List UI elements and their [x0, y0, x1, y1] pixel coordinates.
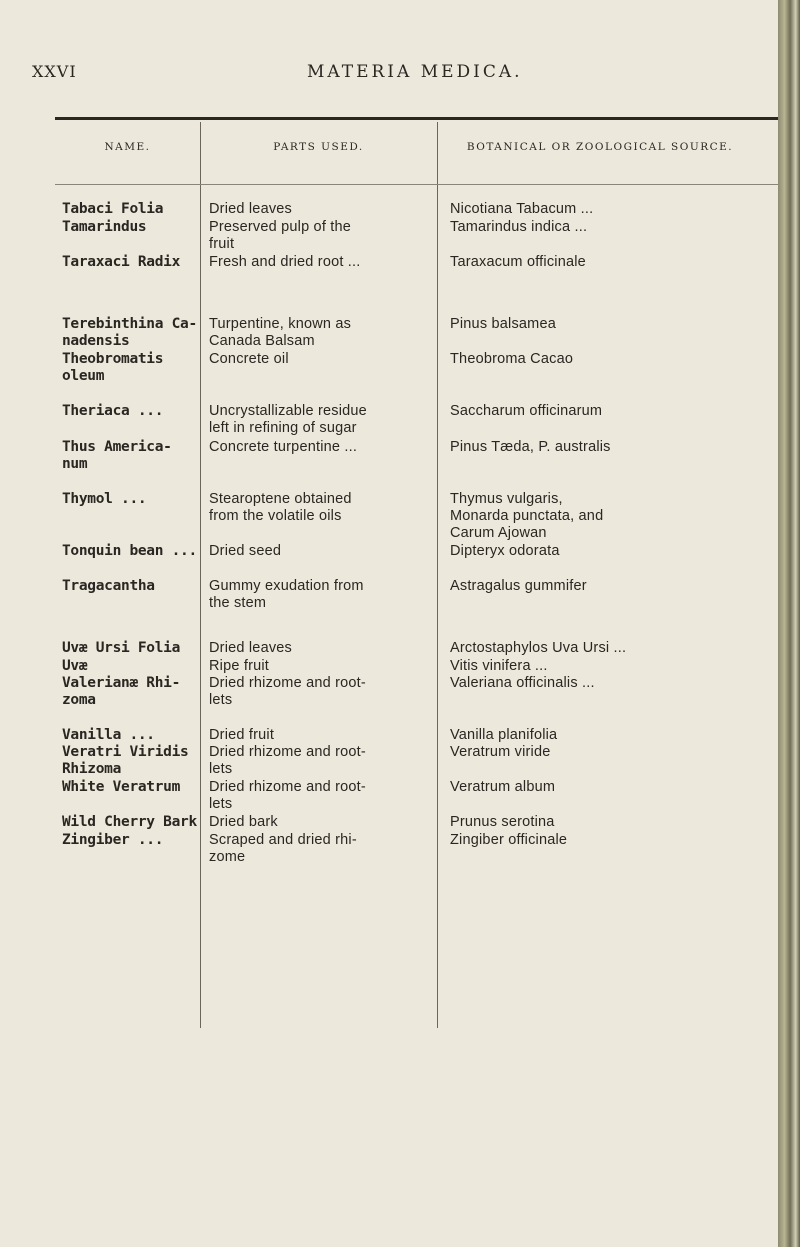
header-source-text: BOTANICAL OR ZOOLOGICAL SOURCE.	[466, 141, 734, 153]
cell-name: Tamarindus	[62, 219, 147, 235]
cell-source: Vitis vinifera ...	[450, 658, 548, 674]
cell-name: Uvæ Ursi Folia	[62, 640, 181, 656]
cell-name: Vanilla ...	[62, 727, 155, 743]
cell-source: Carum Ajowan	[450, 525, 547, 541]
cell-parts: Dried rhizome and root-	[209, 744, 366, 760]
cell-parts: Dried bark	[209, 814, 278, 830]
cell-name: Valerianæ Rhi-	[62, 675, 181, 691]
cell-name: Thus America-	[62, 439, 172, 455]
cell-source: Saccharum officinarum	[450, 403, 603, 419]
cell-source: Arctostaphylos Uva Ursi ...	[450, 640, 627, 656]
cell-source: Vanilla planifolia	[450, 727, 558, 743]
cell-parts: lets	[209, 692, 233, 708]
cell-name: Terebinthina Ca-	[62, 316, 197, 332]
page-number: XXVI	[32, 62, 77, 81]
cell-parts: Preserved pulp of the	[209, 219, 352, 235]
cell-parts: Turpentine, known as	[209, 316, 352, 332]
cell-name: Uvæ	[62, 658, 88, 674]
cell-parts: Ripe fruit	[209, 658, 270, 674]
cell-parts: Stearoptene obtained	[209, 491, 352, 507]
cell-parts: Gummy exudation from	[209, 578, 364, 594]
cell-name: zoma	[62, 692, 96, 708]
cell-source: Pinus balsamea	[450, 316, 556, 332]
cell-name: num	[62, 456, 88, 472]
cell-parts: the stem	[209, 595, 267, 611]
cell-name: Theobromatis	[62, 351, 164, 367]
cell-source: Zingiber officinale	[450, 832, 568, 848]
cell-source: Astragalus gummifer	[450, 578, 587, 594]
cell-parts: lets	[209, 761, 233, 777]
cell-parts: fruit	[209, 236, 235, 252]
cell-name: Zingiber ...	[62, 832, 164, 848]
cell-name: White Veratrum	[62, 779, 181, 795]
cell-parts: Concrete turpentine ...	[209, 439, 358, 455]
cell-parts: Dried rhizome and root-	[209, 675, 366, 691]
cell-name: Tabaci Folia	[62, 201, 164, 217]
cell-parts: Dried seed	[209, 543, 282, 559]
cell-name: Taraxaci Radix	[62, 254, 181, 270]
cell-source: Tamarindus indica ...	[450, 219, 588, 235]
cell-name: Veratri Viridis	[62, 744, 189, 760]
cell-source: Theobroma Cacao	[450, 351, 574, 367]
cell-source: Monarda punctata, and	[450, 508, 604, 524]
cell-parts: Dried fruit	[209, 727, 275, 743]
cell-source: Thymus vulgaris,	[450, 491, 563, 507]
cell-parts: left in refining of sugar	[209, 420, 357, 436]
cell-name: Tragacantha	[62, 578, 155, 594]
cell-source: Prunus serotina	[450, 814, 555, 830]
column-divider	[200, 122, 201, 1028]
cell-name: Theriaca ...	[62, 403, 164, 419]
cell-source: Nicotiana Tabacum ...	[450, 201, 594, 217]
cell-name: Rhizoma	[62, 761, 122, 777]
cell-name: nadensis	[62, 333, 130, 349]
cell-source: Valeriana officinalis ...	[450, 675, 595, 691]
cell-parts: Dried leaves	[209, 201, 292, 217]
cell-parts: Dried leaves	[209, 640, 292, 656]
header-rule	[55, 117, 778, 120]
cell-parts: zome	[209, 849, 246, 865]
cell-name: Tonquin bean ...	[62, 543, 197, 559]
cell-name: Thymol ...	[62, 491, 147, 507]
running-title: MATERIA MEDICA.	[307, 62, 523, 82]
page-edge	[778, 0, 800, 1247]
header-parts-used: PARTS USED.	[273, 141, 364, 153]
cell-parts: lets	[209, 796, 233, 812]
cell-parts: Uncrystallizable residue	[209, 403, 367, 419]
cell-name: oleum	[62, 368, 105, 384]
cell-parts: from the volatile oils	[209, 508, 342, 524]
cell-source: Veratrum album	[450, 779, 556, 795]
header-name: NAME.	[104, 141, 151, 153]
cell-source: Pinus Tæda, P. australis	[450, 439, 611, 455]
cell-parts: Canada Balsam	[209, 333, 315, 349]
header-source	[445, 140, 755, 155]
cell-source: Taraxacum officinale	[450, 254, 586, 270]
running-head	[32, 62, 772, 92]
cell-source: Dipteryx odorata	[450, 543, 560, 559]
cell-name: Wild Cherry Bark	[62, 814, 197, 830]
cell-parts: Scraped and dried rhi-	[209, 832, 357, 848]
cell-parts: Fresh and dried root ...	[209, 254, 361, 270]
column-divider	[437, 122, 438, 1028]
cell-parts: Dried rhizome and root-	[209, 779, 366, 795]
cell-parts: Concrete oil	[209, 351, 289, 367]
cell-source: Veratrum viride	[450, 744, 551, 760]
column-header-rule	[55, 184, 778, 185]
